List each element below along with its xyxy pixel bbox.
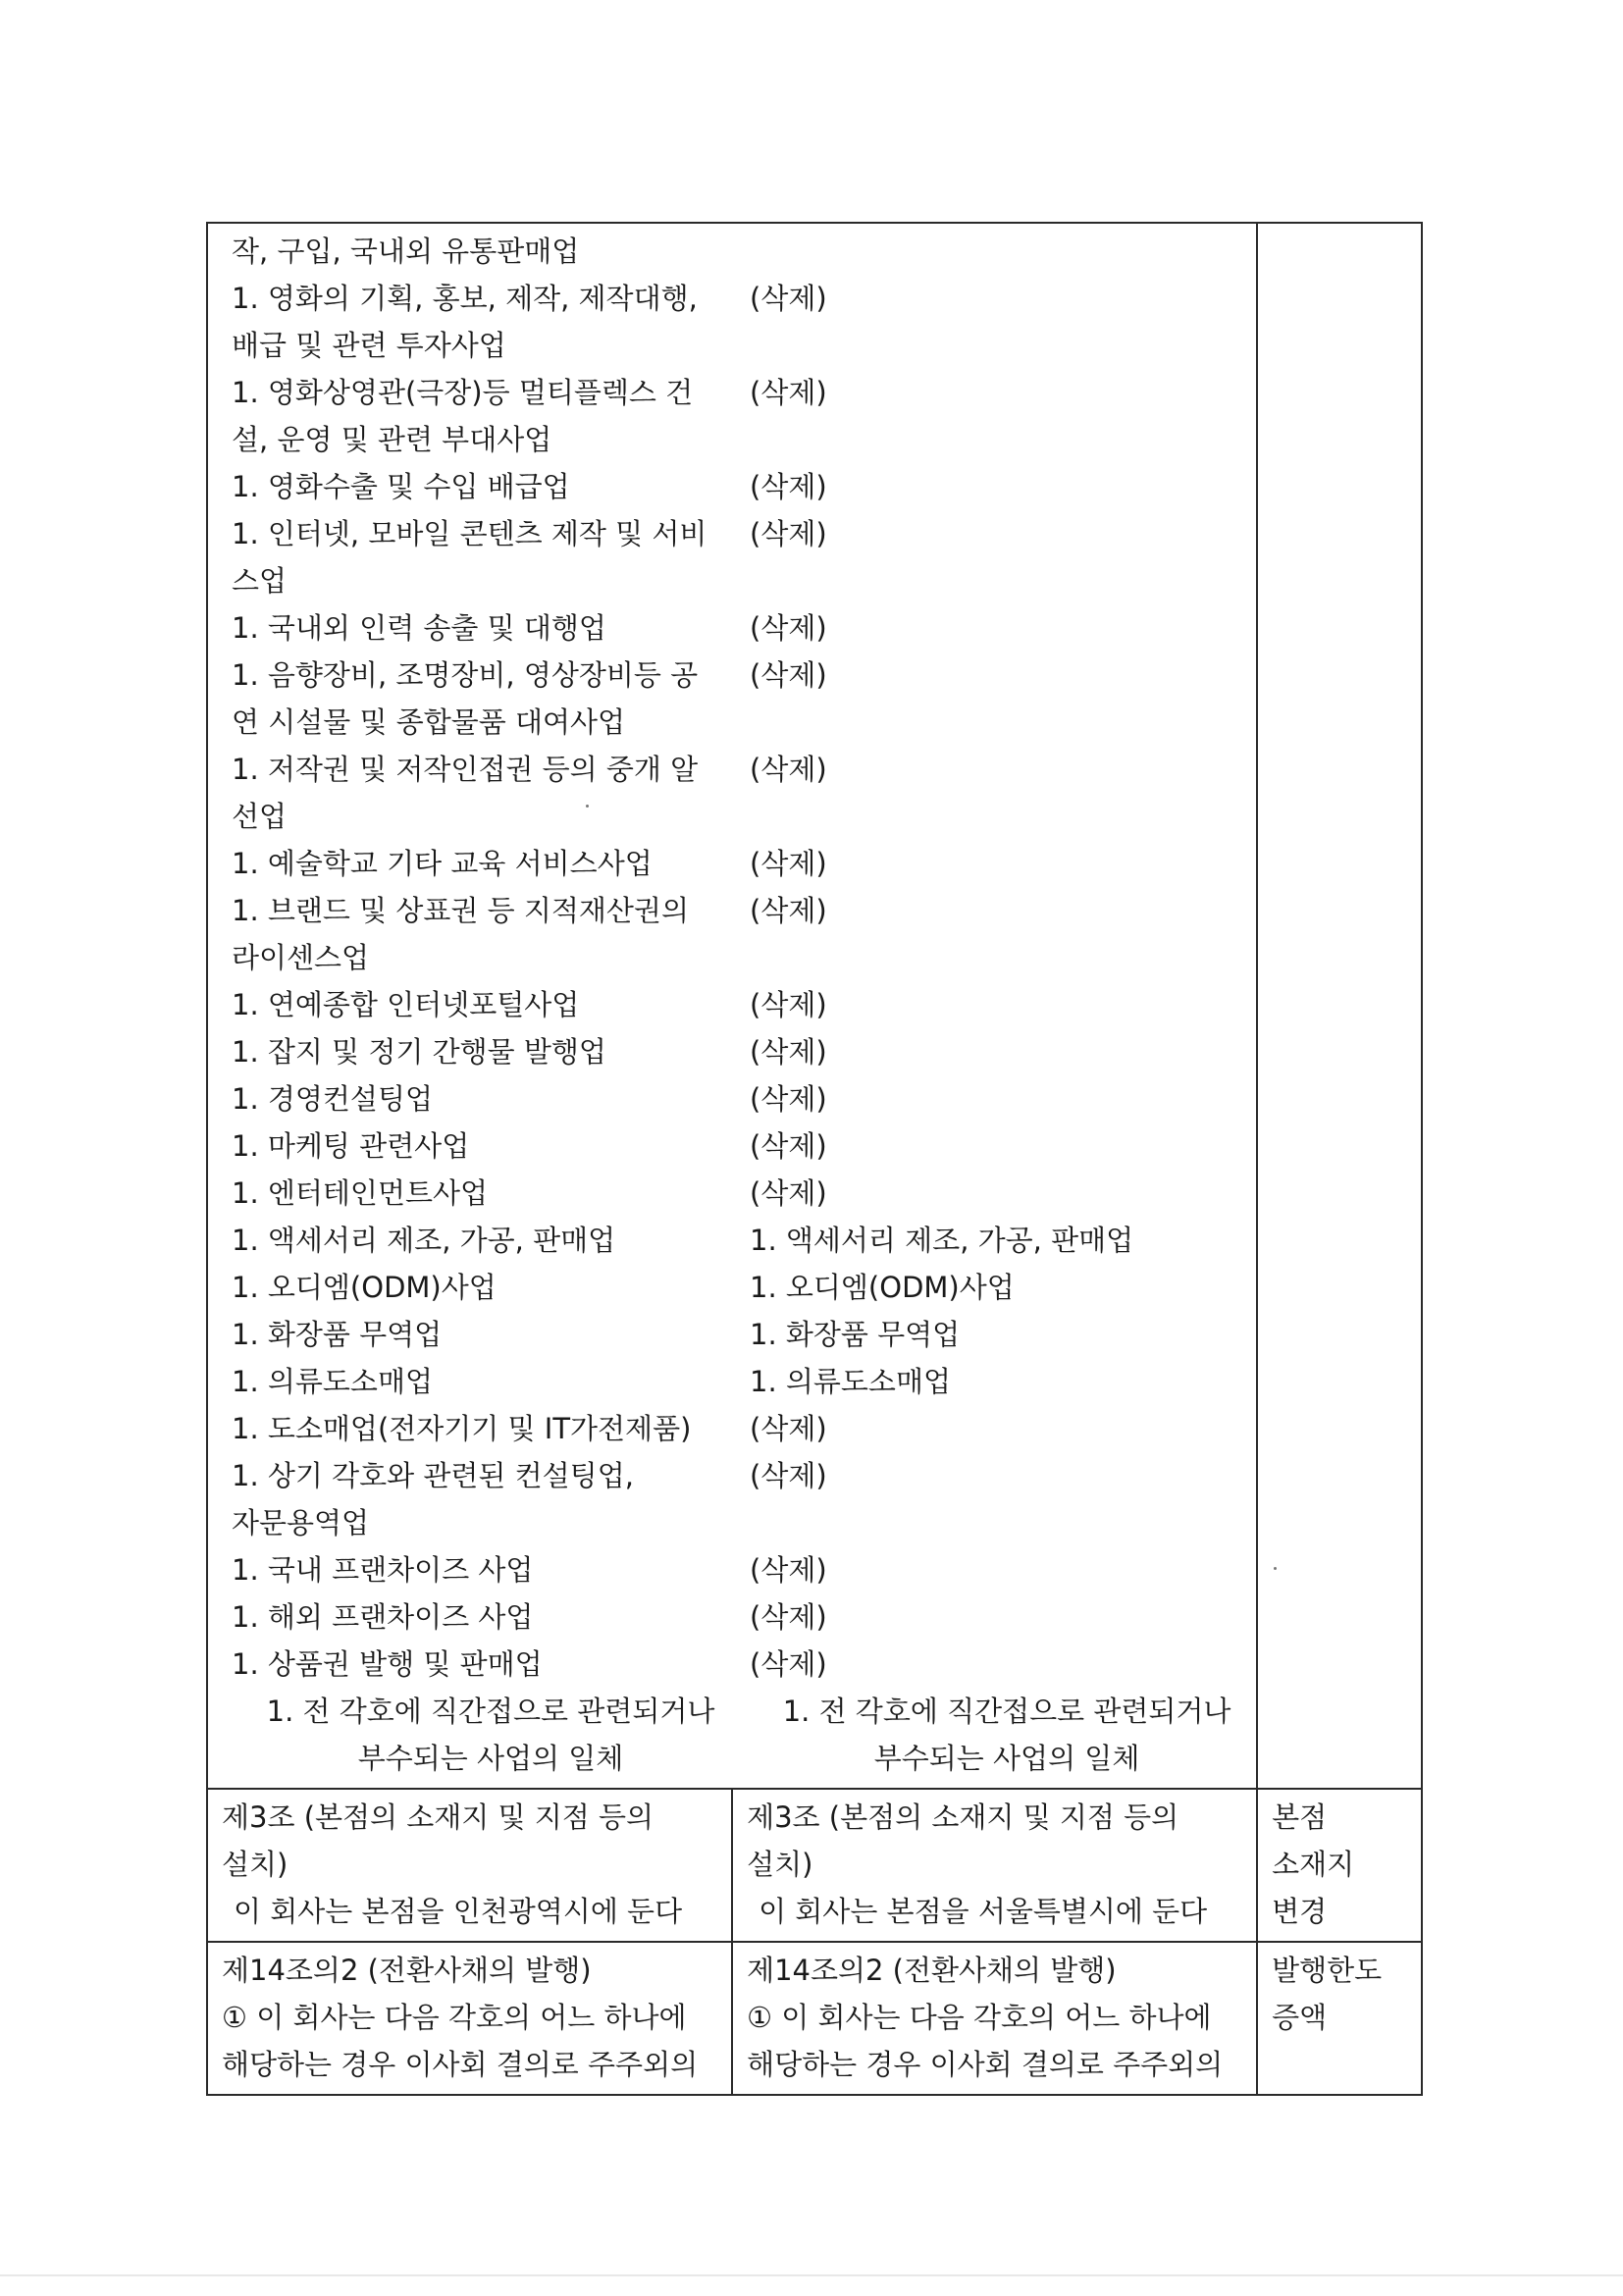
old-line: 1. 해외 프랜차이즈 사업 <box>232 1600 534 1634</box>
old-line: 1. 예술학교 기타 교육 서비스사업 <box>232 847 653 880</box>
new-line: ① 이 회사는 다음 각호의 어느 하나에 <box>747 2001 1212 2034</box>
note-line: 변경 <box>1272 1895 1328 1928</box>
old-line: 스업 <box>232 564 288 598</box>
amendment-comparison-table <box>206 222 1423 2096</box>
old-line: 1. 도소매업(전자기기 및 IT가전제품) <box>232 1412 692 1445</box>
old-line: 1. 국내 프랜차이즈 사업 <box>232 1553 534 1587</box>
old-line: 1. 음향장비, 조명장비, 영상장비등 공 <box>232 658 699 692</box>
article-14-2-row <box>207 1942 1422 2095</box>
new-line: 해당하는 경우 이사회 결의로 주주외의 <box>747 2048 1224 2081</box>
article-14-2-new-cell <box>732 1942 1257 2095</box>
new-line: (삭제) <box>750 1647 827 1681</box>
new-line: (삭제) <box>750 517 827 550</box>
old-line: 1. 경영컨설팅업 <box>232 1082 433 1116</box>
old-line: 1. 상기 각호와 관련된 컨설팅업, <box>232 1459 634 1492</box>
old-line: 배급 및 관련 투자사업 <box>232 329 506 362</box>
old-line: 연 시설물 및 종합물품 대여사업 <box>232 705 626 739</box>
new-line: (삭제) <box>750 753 827 786</box>
note-line: 발행한도 <box>1272 1954 1383 1987</box>
new-line: 1. 전 각호에 직간접으로 관련되거나 <box>782 1695 1231 1728</box>
note-line: 소재지 <box>1272 1848 1355 1881</box>
old-line: 1. 국내외 인력 송출 및 대행업 <box>232 611 606 645</box>
old-line: 1. 오디엠(ODM)사업 <box>232 1271 497 1304</box>
new-line: (삭제) <box>750 1035 827 1069</box>
article-3-old-cell <box>207 1789 732 1942</box>
note-line: 증액 <box>1272 2001 1328 2034</box>
purpose-note-cell <box>1257 223 1422 1789</box>
new-line: 1. 화장품 무역업 <box>750 1318 961 1351</box>
old-line: 선업 <box>232 800 288 833</box>
old-line: 제3조 (본점의 소재지 및 지점 등의 <box>222 1800 654 1834</box>
old-line: 라이센스업 <box>232 941 370 974</box>
old-line: 1. 브랜드 및 상표권 등 지적재산권의 <box>232 894 689 927</box>
new-line: 제3조 (본점의 소재지 및 지점 등의 <box>747 1800 1179 1834</box>
note-line: 본점 <box>1272 1800 1328 1834</box>
new-line: (삭제) <box>750 611 827 645</box>
old-line: 작, 구입, 국내외 유통판매업 <box>232 235 580 268</box>
new-line: (삭제) <box>750 376 827 409</box>
old-line: 1. 엔터테인먼트사업 <box>232 1176 488 1210</box>
new-line: (삭제) <box>750 1176 827 1210</box>
new-line: (삭제) <box>750 470 827 503</box>
new-line: (삭제) <box>750 658 827 692</box>
new-line: 1. 의류도소매업 <box>750 1365 951 1398</box>
old-line: 1. 영화수출 및 수입 배급업 <box>232 470 570 503</box>
new-line: (삭제) <box>750 1082 827 1116</box>
old-line: 1. 인터넷, 모바일 콘텐츠 제작 및 서비 <box>232 517 707 550</box>
new-line: (삭제) <box>750 1129 827 1163</box>
new-line: 1. 액세서리 제조, 가공, 판매업 <box>750 1224 1134 1257</box>
old-line: 1. 영화의 기획, 홍보, 제작, 제작대행, <box>232 282 698 315</box>
scan-bottom-edge <box>0 2274 1623 2276</box>
old-line: ① 이 회사는 다음 각호의 어느 하나에 <box>222 2001 687 2034</box>
new-line: 부수되는 사업의 일체 <box>873 1742 1140 1775</box>
new-line: (삭제) <box>750 1459 827 1492</box>
old-line: 이 회사는 본점을 인천광역시에 둔다 <box>234 1895 683 1928</box>
old-line: 1. 마케팅 관련사업 <box>232 1129 470 1163</box>
article-3-new-cell <box>732 1789 1257 1942</box>
new-line: (삭제) <box>750 1412 827 1445</box>
old-line: 설치) <box>222 1848 288 1881</box>
old-line: 자문용역업 <box>232 1506 370 1539</box>
article-3-row <box>207 1789 1422 1942</box>
old-line: 1. 저작권 및 저작인접권 등의 중개 알 <box>232 753 699 786</box>
article-14-2-note-cell <box>1257 1942 1422 2095</box>
old-line: 1. 상품권 발행 및 판매업 <box>232 1647 543 1681</box>
old-line: 1. 화장품 무역업 <box>232 1318 443 1351</box>
business-purpose-row <box>207 223 1422 1789</box>
old-line: 설, 운영 및 관련 부대사업 <box>232 423 552 456</box>
new-line: (삭제) <box>750 894 827 927</box>
old-line: 제14조의2 (전환사채의 발행) <box>222 1954 592 1987</box>
new-line: (삭제) <box>750 1553 827 1587</box>
old-line: 1. 의류도소매업 <box>232 1365 433 1398</box>
old-line: 1. 액세서리 제조, 가공, 판매업 <box>232 1224 616 1257</box>
scan-speck <box>586 805 589 808</box>
purpose-lines-cell <box>207 223 1257 1789</box>
new-line: 설치) <box>747 1848 813 1881</box>
scan-speck <box>1274 1567 1277 1570</box>
new-line: 1. 오디엠(ODM)사업 <box>750 1271 1015 1304</box>
new-line: (삭제) <box>750 988 827 1021</box>
new-line: (삭제) <box>750 847 827 880</box>
new-line: (삭제) <box>750 282 827 315</box>
old-line: 1. 영화상영관(극장)등 멀티플렉스 건 <box>232 376 694 409</box>
old-line: 1. 잡지 및 정기 간행물 발행업 <box>232 1035 606 1069</box>
old-line: 부수되는 사업의 일체 <box>357 1742 624 1775</box>
old-line: 1. 전 각호에 직간접으로 관련되거나 <box>266 1695 715 1728</box>
new-line: 이 회사는 본점을 서울특별시에 둔다 <box>759 1895 1208 1928</box>
old-line: 1. 연예종합 인터넷포털사업 <box>232 988 580 1021</box>
article-14-2-old-cell <box>207 1942 732 2095</box>
old-line: 해당하는 경우 이사회 결의로 주주외의 <box>222 2048 699 2081</box>
new-line: (삭제) <box>750 1600 827 1634</box>
new-line: 제14조의2 (전환사채의 발행) <box>747 1954 1117 1987</box>
article-3-note-cell <box>1257 1789 1422 1942</box>
